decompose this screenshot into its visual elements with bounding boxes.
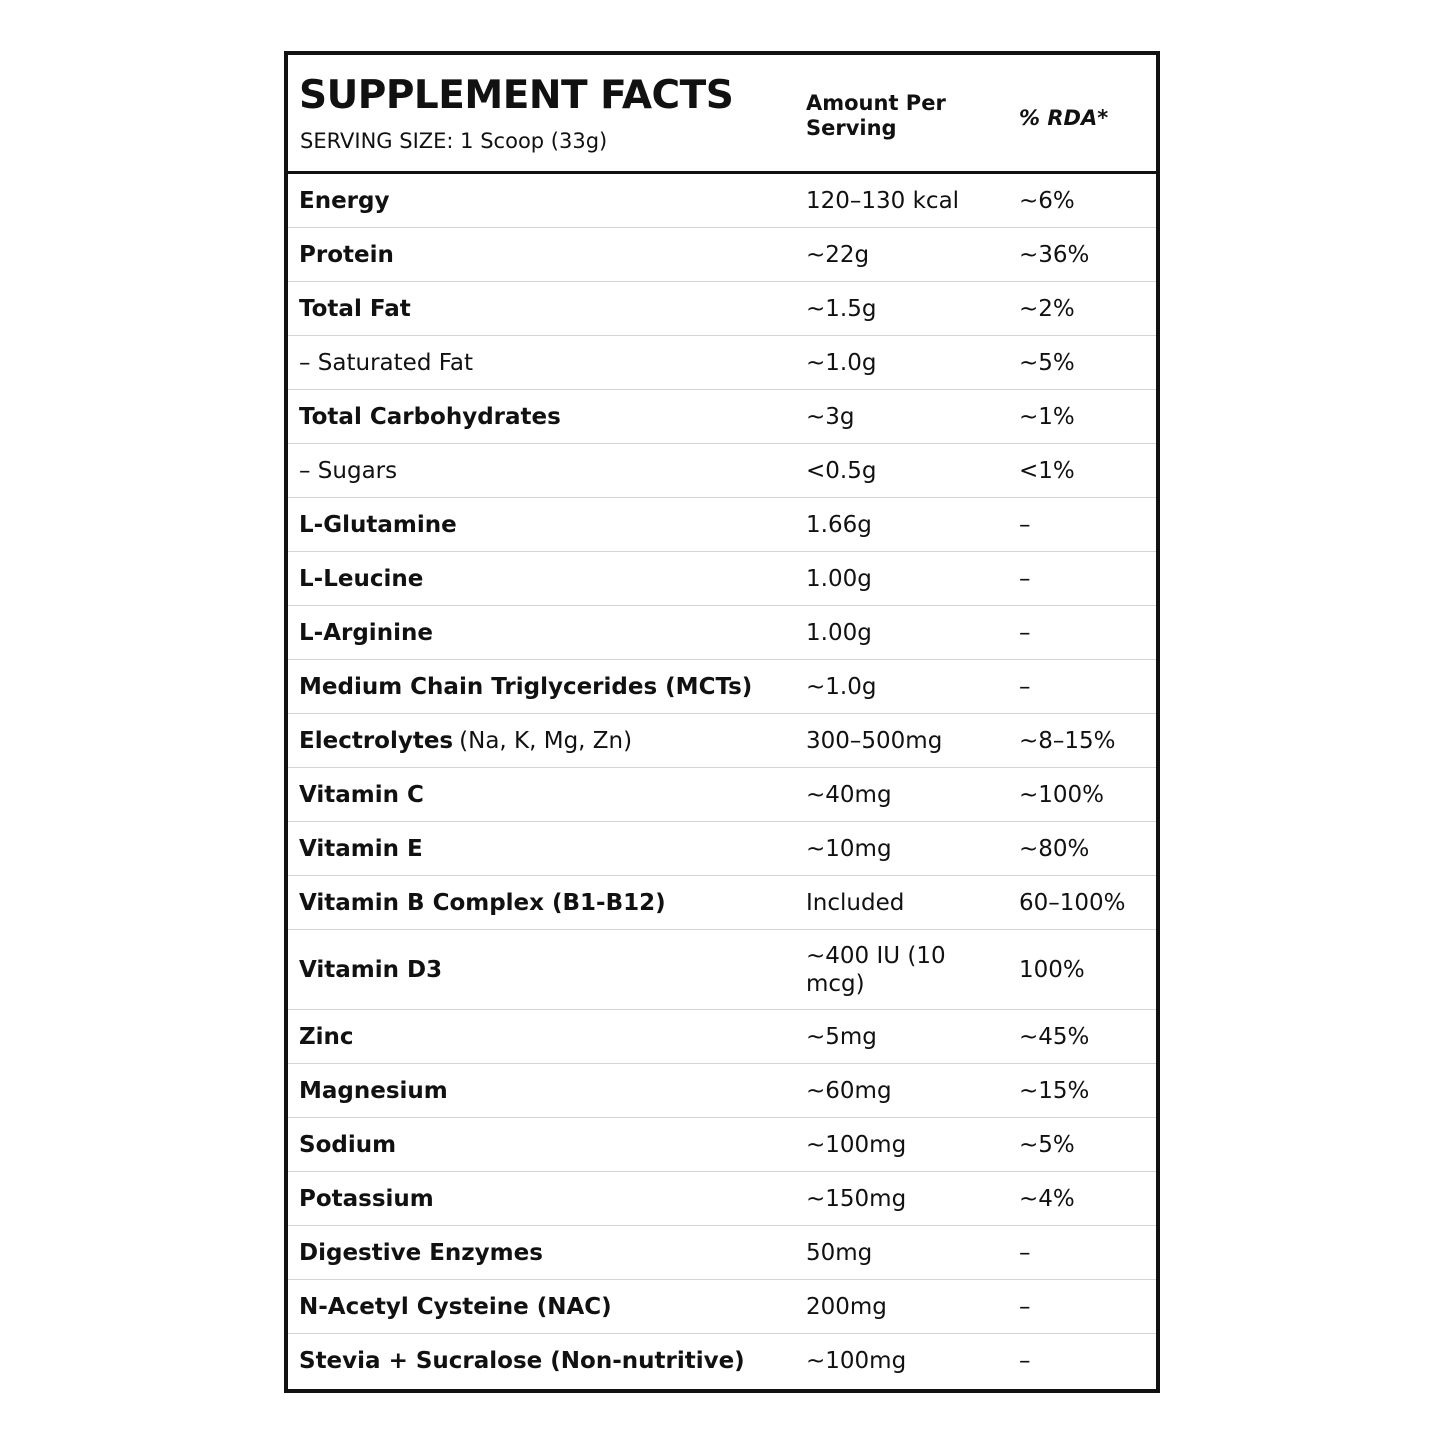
nutrient-name-cell [299, 1118, 799, 1171]
nutrient-amount: ~10mg [806, 835, 892, 862]
nutrient-row [288, 282, 1156, 336]
nutrient-rda: ~8–15% [1019, 727, 1116, 754]
facts-header [288, 55, 1156, 174]
nutrient-name: N-Acetyl Cysteine (NAC) [299, 1293, 612, 1320]
nutrient-row [288, 1064, 1156, 1118]
nutrient-amount: ~150mg [806, 1185, 907, 1212]
nutrient-row [288, 228, 1156, 282]
nutrient-amount: 120–130 kcal [806, 187, 960, 214]
nutrient-rda: ~45% [1019, 1023, 1090, 1050]
nutrient-amount: ~400 IU (10 mcg) [806, 942, 946, 997]
nutrient-name: Total Carbohydrates [299, 403, 561, 430]
nutrient-rda: ~6% [1019, 187, 1075, 214]
nutrient-rows [288, 174, 1156, 1388]
nutrient-rda: – [1019, 1293, 1031, 1320]
nutrient-amount: ~22g [806, 241, 870, 268]
nutrient-amount: ~1.5g [806, 295, 877, 322]
nutrient-row [288, 768, 1156, 822]
nutrient-rda: ~5% [1019, 1131, 1075, 1158]
nutrient-row [288, 930, 1156, 1010]
nutrient-rda: 100% [1019, 956, 1085, 983]
nutrient-rda: – [1019, 511, 1031, 538]
nutrient-row [288, 1280, 1156, 1334]
nutrient-row [288, 660, 1156, 714]
nutrient-name-cell [299, 606, 799, 659]
nutrient-name: L-Leucine [299, 565, 424, 592]
nutrient-row [288, 390, 1156, 444]
nutrient-name-cell [299, 228, 799, 281]
nutrient-amount: 1.00g [806, 565, 872, 592]
nutrient-name-cell [299, 1226, 799, 1279]
nutrient-rda: 60–100% [1019, 889, 1126, 916]
nutrient-name-cell [299, 1172, 799, 1225]
nutrient-name-cell [299, 1334, 799, 1388]
nutrient-name-cell [299, 282, 799, 335]
nutrient-row [288, 498, 1156, 552]
nutrient-amount: ~1.0g [806, 349, 877, 376]
rda-column-header: % RDA* [1019, 106, 1109, 130]
nutrient-row [288, 1334, 1156, 1388]
nutrient-name: Electrolytes [299, 727, 454, 754]
nutrient-rda: ~4% [1019, 1185, 1075, 1212]
nutrient-name-cell [299, 1280, 799, 1333]
nutrient-row [288, 444, 1156, 498]
nutrient-name: Digestive Enzymes [299, 1239, 543, 1266]
nutrient-name-cell [299, 768, 799, 821]
nutrient-amount: 200mg [806, 1293, 887, 1320]
nutrient-rda: – [1019, 565, 1031, 592]
nutrient-rda: ~36% [1019, 241, 1090, 268]
nutrient-row [288, 552, 1156, 606]
nutrient-row [288, 606, 1156, 660]
nutrient-rda: – [1019, 1348, 1031, 1374]
nutrient-name-cell [299, 498, 799, 551]
nutrient-name: Sodium [299, 1131, 397, 1158]
nutrient-row [288, 336, 1156, 390]
nutrient-amount: 300–500mg [806, 727, 943, 754]
nutrient-name-cell [299, 552, 799, 605]
nutrient-name-cell [299, 1064, 799, 1117]
nutrient-amount: 1.66g [806, 511, 872, 538]
nutrient-rda: ~80% [1019, 835, 1090, 862]
nutrient-rda: ~2% [1019, 295, 1075, 322]
nutrient-name: Stevia + Sucralose (Non-nutritive) [299, 1348, 745, 1374]
nutrient-name: Protein [299, 241, 394, 268]
nutrient-name-cell [299, 336, 799, 389]
nutrient-row [288, 876, 1156, 930]
nutrient-rda: ~1% [1019, 403, 1075, 430]
nutrient-rda: – [1019, 673, 1031, 700]
nutrient-name: Total Fat [299, 295, 411, 322]
supplement-facts-panel [284, 51, 1160, 1393]
serving-size: SERVING SIZE: 1 Scoop (33g) [300, 129, 608, 153]
facts-title: SUPPLEMENT FACTS [299, 73, 734, 118]
nutrient-amount: Included [806, 889, 905, 916]
nutrient-row [288, 822, 1156, 876]
nutrient-amount: ~3g [806, 403, 855, 430]
nutrient-name: Vitamin D3 [299, 956, 443, 983]
nutrient-row [288, 1010, 1156, 1064]
nutrient-name-cell [299, 876, 799, 929]
nutrient-rda: ~100% [1019, 781, 1105, 808]
nutrient-name: – Saturated Fat [299, 349, 473, 376]
nutrient-row [288, 174, 1156, 228]
nutrient-amount: ~100mg [806, 1348, 907, 1374]
nutrient-name: Vitamin C [299, 781, 424, 808]
nutrient-name-cell [299, 714, 799, 767]
nutrient-name: Magnesium [299, 1077, 448, 1104]
nutrient-name: Vitamin B Complex (B1-B12) [299, 889, 666, 916]
nutrient-row [288, 714, 1156, 768]
nutrient-amount: 1.00g [806, 619, 872, 646]
amount-column-header: Amount Per Serving [806, 91, 946, 140]
nutrient-name-cell [299, 174, 799, 227]
nutrient-amount: ~1.0g [806, 673, 877, 700]
nutrient-amount: ~40mg [806, 781, 892, 808]
nutrient-name-cell [299, 444, 799, 497]
nutrient-name: Energy [299, 187, 390, 214]
nutrient-rda: ~5% [1019, 349, 1075, 376]
nutrient-amount: ~100mg [806, 1131, 907, 1158]
nutrient-rda: ~15% [1019, 1077, 1090, 1104]
nutrient-amount: ~5mg [806, 1023, 877, 1050]
nutrient-name-cell [299, 390, 799, 443]
nutrient-note: (Na, K, Mg, Zn) [459, 727, 633, 754]
nutrient-amount: 50mg [806, 1239, 873, 1266]
nutrient-row [288, 1172, 1156, 1226]
nutrient-amount: <0.5g [806, 457, 877, 484]
nutrient-name: Medium Chain Triglycerides (MCTs) [299, 673, 753, 700]
nutrient-name-cell [299, 660, 799, 713]
nutrient-name: – Sugars [299, 457, 398, 484]
nutrient-name: L-Arginine [299, 619, 433, 646]
nutrient-name: Zinc [299, 1023, 354, 1050]
nutrient-row [288, 1118, 1156, 1172]
nutrient-rda: – [1019, 1239, 1031, 1266]
nutrient-amount: ~60mg [806, 1077, 892, 1104]
nutrient-rda: – [1019, 619, 1031, 646]
nutrient-name: Vitamin E [299, 835, 423, 862]
nutrient-name-cell [299, 930, 799, 1009]
nutrient-row [288, 1226, 1156, 1280]
nutrient-name: Potassium [299, 1185, 434, 1212]
nutrient-name-cell [299, 1010, 799, 1063]
nutrient-name: L-Glutamine [299, 511, 457, 538]
nutrient-name-cell [299, 822, 799, 875]
nutrient-rda: <1% [1019, 457, 1075, 484]
